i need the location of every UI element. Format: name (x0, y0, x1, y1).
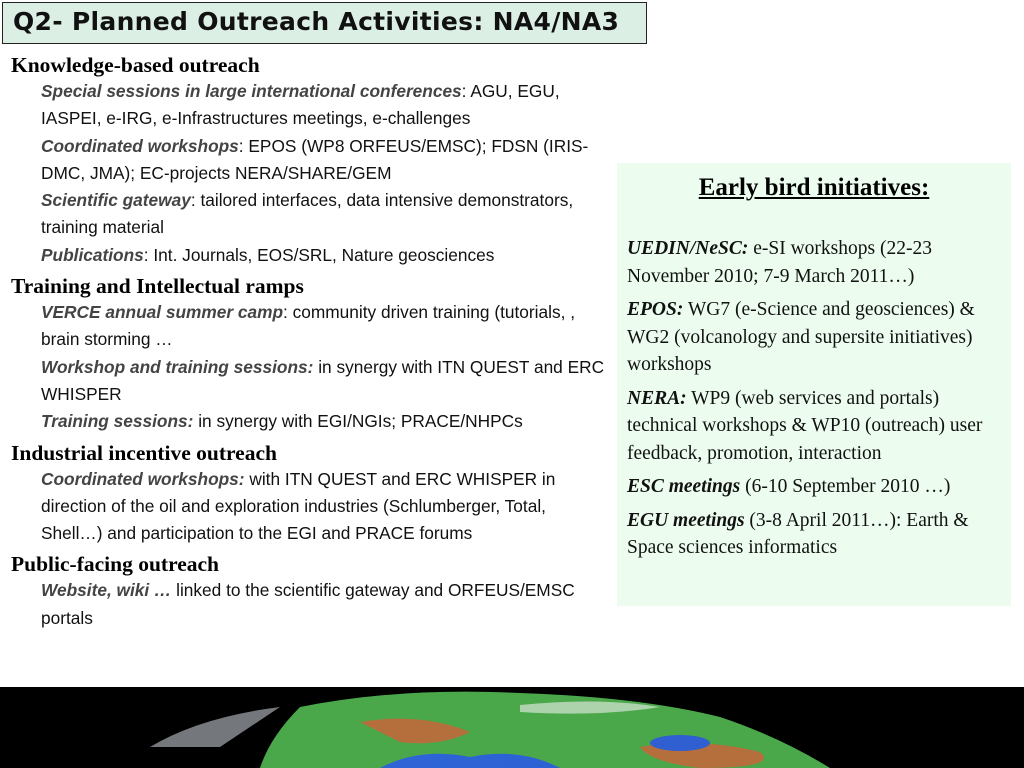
item-label: Training sessions: (41, 411, 194, 432)
item-text: WP9 (web services and portals) technical workshops & WP10 (outreach) user feedback, promotion, interaction (627, 387, 983, 464)
early-bird-item (627, 473, 1001, 501)
slide-title: Q2- Planned Outreach Activities: NA4/NA3 (13, 7, 620, 36)
item-text: linked to the scientific gateway and ORFEUS/EMSC portals (41, 580, 575, 628)
list-item (41, 466, 611, 548)
item-label: Website, wiki … (41, 580, 172, 601)
list-item (41, 408, 611, 435)
section-heading: Industrial incentive outreach (11, 440, 277, 465)
early-bird-panel (617, 163, 1011, 606)
item-text: (6-10 September 2010 …) (740, 476, 951, 497)
slide-title-box (2, 2, 647, 44)
list-item (41, 133, 611, 188)
item-label: Coordinated workshops: (41, 468, 245, 489)
item-key: EGU meetings (627, 509, 745, 531)
item-sep: : (283, 302, 293, 323)
item-text: with ITN QUEST and ERC WHISPER in direction of the oil and exploration industries (Schlumberger, Total, Shell…) and participation to the EGI and PRACE forums (41, 468, 556, 544)
item-sep: : (461, 81, 471, 101)
item-text: (3-8 April 2011…): Earth & Space sciences informatics (627, 509, 969, 558)
outreach-content (11, 52, 611, 636)
item-key: EPOS: (627, 299, 684, 320)
section-heading: Knowledge-based outreach (11, 53, 260, 77)
item-text: EPOS (WP8 ORFEUS/EMSC); FDSN (IRIS-DMC, JMA); EC-projects NERA/SHARE/GEM (41, 135, 589, 183)
item-label: Special sessions in large international conferences (41, 81, 462, 101)
early-bird-item (627, 385, 1001, 468)
section-heading: Training and Intellectual ramps (11, 274, 304, 299)
item-text: WG7 (e-Science and geosciences) & WG2 (volcanology and supersite initiatives) workshops (627, 299, 975, 375)
item-key: ESC meetings (627, 476, 741, 497)
item-text: in synergy with EGI/NGIs; PRACE/NHPCs (198, 411, 523, 432)
item-label: Publications (41, 244, 144, 265)
item-text: in synergy with ITN QUEST and ERC WHISPER (41, 356, 605, 404)
section-training (11, 273, 611, 435)
section-public-facing (11, 551, 611, 632)
section-knowledge-based (11, 52, 611, 269)
section-heading: Public-facing outreach (11, 552, 220, 577)
list-item (41, 78, 611, 133)
list-item (41, 187, 611, 242)
item-sep: : (143, 244, 154, 265)
item-label: Scientific gateway (41, 190, 191, 211)
early-bird-title: Early bird initiatives: (698, 174, 930, 201)
early-bird-item (627, 296, 1001, 379)
earth-image (0, 687, 1024, 768)
early-bird-item (627, 507, 1001, 562)
item-key: UEDIN/NeSC: (627, 238, 749, 259)
item-key: NERA: (627, 387, 687, 409)
item-text: tailored interfaces, data intensive demonstrators, training material (41, 190, 574, 238)
item-sep: : (238, 135, 249, 156)
list-item (41, 354, 611, 409)
item-text: Int. Journals, EOS/SRL, Nature geosciences (153, 244, 495, 265)
item-label: VERCE annual summer camp (41, 302, 284, 323)
item-label: Coordinated workshops (41, 135, 239, 156)
list-item (41, 299, 611, 354)
list-item (41, 577, 611, 632)
earth-globe-icon (0, 687, 1024, 768)
item-text: AGU, EGU, IASPEI, e-IRG, e-Infrastructures meetings, e-challenges (41, 81, 560, 129)
item-text: e-SI workshops (22-23 November 2010; 7-9 March 2011…) (627, 238, 932, 287)
item-sep: : (190, 190, 201, 211)
early-bird-item (627, 235, 1001, 290)
item-label: Workshop and training sessions: (41, 356, 314, 377)
list-item (41, 242, 611, 269)
item-text: community driven training (tutorials, , brain storming … (41, 302, 575, 350)
section-industrial (11, 440, 611, 548)
